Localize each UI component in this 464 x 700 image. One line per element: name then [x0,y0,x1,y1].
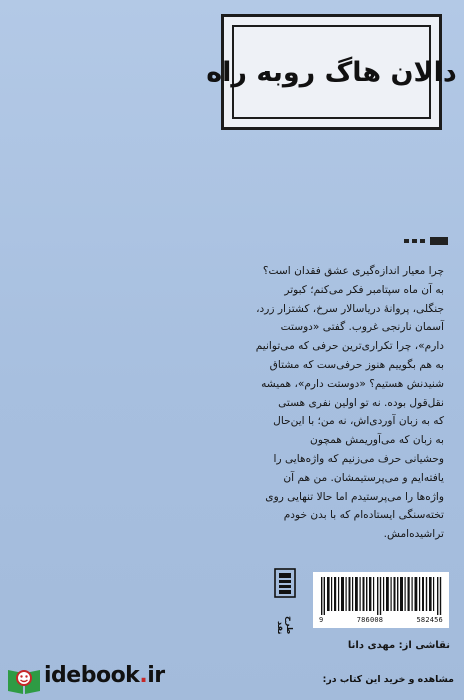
blurb-line: که به زبان آوردی‌اش، نه من؛ با این‌حال [273,415,444,428]
blurb-line: نقل‌قول بوده. نه تو اولین نفری هستی [278,396,444,409]
open-book-logo-icon [6,664,42,696]
blurb-line: تراشیده‌امش. [383,528,444,541]
brand-suffix: ir [147,663,165,688]
watermark-footer [0,655,464,700]
blurb-line: وحشیانی حرف می‌زنیم که واژه‌هایی را [273,452,444,465]
blurb-line: شنیدنش هستیم؟ «دوستت دارم»، همیشه [261,377,444,390]
decorative-dash-mark [404,236,448,246]
blurb-line: چرا معیار اندازه‌گیری عشق فقدان است؟ [262,265,444,277]
blurb-line: به آن ماه سپتامبر فکر می‌کنم؛ کبوتر [284,283,444,296]
blurb-line: به هم بگوییم هنوز حرفی‌ست که مشتاق [269,358,444,371]
publisher-name: طرح نقد [276,615,294,634]
dash-segment [420,239,425,243]
isbn-prefix: 9 [319,616,324,624]
publisher-logo [270,568,300,634]
blurb-line: به زبان که می‌آوریمش همچون [310,434,444,447]
dash-segment [412,239,417,243]
watermark-tagline: مشاهده و خرید این کتاب در: [322,674,454,685]
isbn-barcode [313,572,449,628]
isbn-group-2: 582456 [416,616,443,624]
site-brand[interactable] [44,663,165,688]
isbn-group-1: 786008 [356,616,384,624]
blurb-line: آسمان نارنجی غروب. گفتی «دوستت [280,321,444,334]
title-inner-frame [206,25,457,119]
dash-block [430,237,448,245]
isbn-digits [319,616,443,624]
barcode-icon [319,577,443,615]
publisher-emblem-icon [274,568,296,598]
blurb-line: یافته‌ایم و می‌پرستیمشان. من هم آن [283,471,444,484]
book-title: دالان هاگ روبه راه [206,56,457,88]
blurb-line: جنگلی، پروانهٔ دریاسالار سرخ، کشتزار زرد، [256,302,444,315]
blurb-line: تخته‌سنگی ایستاده‌ام که با بدن خودم [283,509,444,522]
title-box [206,14,457,130]
illustrator-credit: نقاشی از: مهدی دانا [347,640,450,651]
blurb-line: واژه‌ها را می‌پرستیدم اما حالا تنهایی روی [265,490,444,503]
blurb-text [228,262,444,544]
brand-prefix: idebook [44,663,140,688]
blurb-line: دارم»، چرا تکراری‌ترین حرفی که می‌توانیم [255,340,444,353]
brand-dot: . [139,663,148,688]
dash-segment [404,239,409,243]
